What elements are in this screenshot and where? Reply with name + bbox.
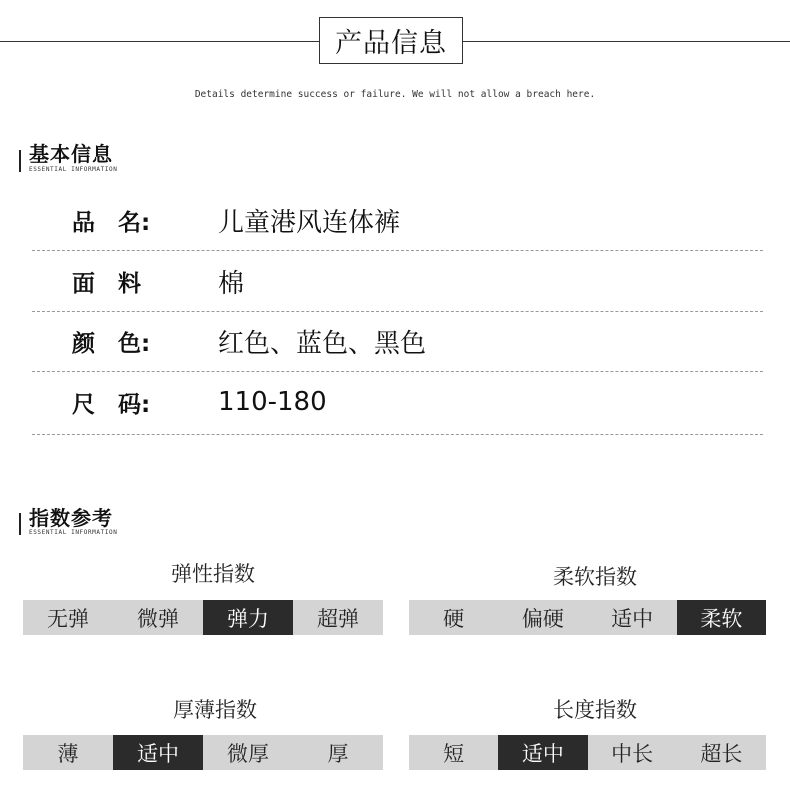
info-value: 儿童港风连体裤 <box>218 207 401 238</box>
page-title: 产品信息 <box>319 17 463 64</box>
info-value: 110-180 <box>218 387 327 417</box>
scale-option-selected: 适中 <box>498 735 587 770</box>
section-title-index: 指数参考 <box>29 506 113 530</box>
scale-option: 适中 <box>588 600 677 635</box>
header-rule-left <box>0 41 319 42</box>
scale-option: 偏硬 <box>498 600 587 635</box>
section-title-basic: 基本信息 <box>29 142 113 166</box>
scale-option: 超弹 <box>293 600 383 635</box>
scale-option: 薄 <box>23 735 113 770</box>
info-label: 颜 色: <box>72 330 151 357</box>
info-label: 面 料 <box>72 270 141 297</box>
index-title-length: 长度指数 <box>553 698 637 722</box>
scale-option: 微弹 <box>113 600 203 635</box>
scale-softness <box>409 600 766 635</box>
info-row-color <box>32 311 763 371</box>
scale-option: 厚 <box>293 735 383 770</box>
scale-length <box>409 735 766 770</box>
scale-thickness <box>23 735 383 770</box>
scale-option: 超长 <box>677 735 766 770</box>
scale-option: 硬 <box>409 600 498 635</box>
info-label: 品 名: <box>72 209 151 236</box>
scale-option: 微厚 <box>203 735 293 770</box>
scale-option: 无弹 <box>23 600 113 635</box>
info-label: 尺 码: <box>72 391 151 418</box>
tagline: Details determine success or failure. We will not allow a breach here. <box>194 89 596 100</box>
section-subtitle-basic: ESSENTIAL INFORMATION <box>29 166 118 173</box>
scale-option-selected: 柔软 <box>677 600 766 635</box>
scale-option-selected: 适中 <box>113 735 203 770</box>
section-marker-index <box>19 513 21 535</box>
info-row-name <box>32 190 763 250</box>
index-title-elasticity: 弹性指数 <box>171 562 255 586</box>
scale-option: 短 <box>409 735 498 770</box>
info-row-size <box>32 372 763 432</box>
info-row-fabric <box>32 251 763 311</box>
row-divider <box>32 434 763 435</box>
header-rule-right <box>463 41 790 42</box>
info-value: 棉 <box>218 268 245 299</box>
section-subtitle-index: ESSENTIAL INFORMATION <box>29 529 118 536</box>
scale-option: 中长 <box>588 735 677 770</box>
scale-elasticity <box>23 600 383 635</box>
index-title-softness: 柔软指数 <box>553 565 637 589</box>
info-value: 红色、蓝色、黑色 <box>218 328 427 359</box>
index-title-thickness: 厚薄指数 <box>173 698 257 722</box>
section-marker-basic <box>19 150 21 172</box>
scale-option-selected: 弹力 <box>203 600 293 635</box>
